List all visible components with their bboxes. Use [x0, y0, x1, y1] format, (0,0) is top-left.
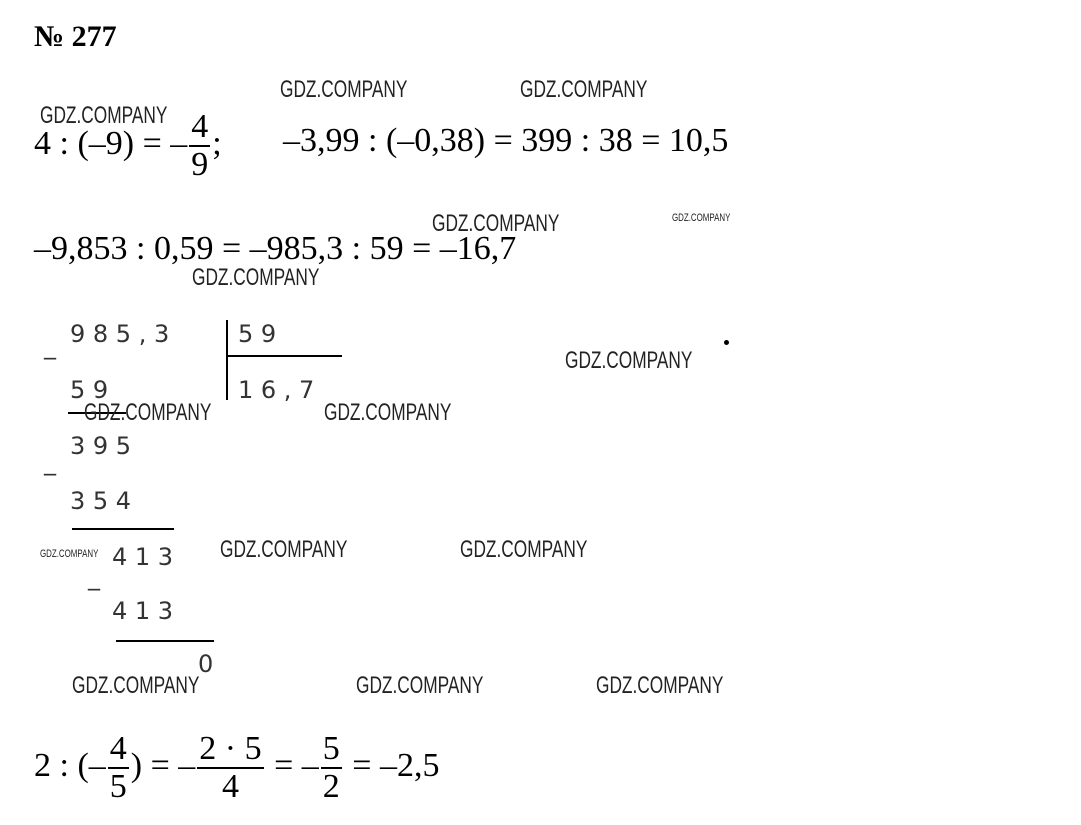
watermark: GDZ.COMPANY	[84, 399, 212, 426]
watermark: GDZ.COMPANY	[324, 399, 452, 426]
fraction-denominator: 4	[221, 768, 239, 805]
fraction-numerator: 5	[322, 730, 340, 767]
watermark: GDZ.COMPANY	[565, 347, 693, 374]
division-remainder: 0	[198, 650, 214, 678]
watermark: GDZ.COMPANY	[596, 672, 724, 699]
equation-line-1b: –3,99 : (–0,38) = 399 : 38 = 10,5	[283, 122, 729, 159]
step-5-underline	[116, 640, 214, 642]
fraction-numerator: 4	[191, 108, 209, 145]
division-step-3: 3 5 4	[70, 487, 132, 515]
watermark: GDZ.COMPANY	[672, 212, 731, 224]
fraction-denominator: 9	[191, 146, 209, 183]
division-step-4: 4 1 3	[112, 543, 174, 571]
step-3-underline	[72, 528, 174, 530]
minus-sign-2: _	[44, 448, 56, 476]
fraction-denominator: 2	[322, 768, 340, 805]
watermark: GDZ.COMPANY	[432, 210, 560, 237]
fraction-2x5-4	[197, 732, 263, 804]
division-quotient: 1 6 , 7	[238, 376, 315, 404]
equation-1-separator: ;	[212, 124, 222, 162]
fraction-denominator: 5	[109, 768, 127, 805]
watermark: GDZ.COMPANY	[40, 102, 168, 129]
watermark: GDZ.COMPANY	[460, 536, 588, 563]
equation-3-mid-2: = –	[265, 746, 319, 784]
equation-3-result: = –2,5	[343, 746, 440, 784]
watermark: GDZ.COMPANY	[356, 672, 484, 699]
watermark: GDZ.COMPANY	[40, 548, 99, 560]
watermark: GDZ.COMPANY	[520, 76, 648, 103]
watermark: GDZ.COMPANY	[220, 536, 348, 563]
fraction-numerator: 4	[109, 730, 127, 767]
problem-number: № 277	[34, 20, 117, 53]
divisor-underline	[226, 355, 342, 357]
equation-3-lhs: 2 : (–	[34, 746, 106, 784]
equation-line-3	[34, 732, 439, 804]
division-step-5: 4 1 3	[112, 597, 174, 625]
stray-dot	[724, 340, 729, 345]
division-step-2: 3 9 5	[70, 432, 132, 460]
division-vertical-line	[226, 320, 228, 400]
division-step-1: 5 9	[70, 376, 109, 404]
watermark: GDZ.COMPANY	[72, 672, 200, 699]
watermark: GDZ.COMPANY	[280, 76, 408, 103]
equation-line-2: –9,853 : 0,59 = –985,3 : 59 = –16,7	[34, 230, 517, 267]
minus-sign-1: _	[44, 332, 56, 360]
fraction-4-9	[189, 110, 210, 182]
fraction-4-5	[108, 732, 129, 804]
watermark: GDZ.COMPANY	[192, 264, 320, 291]
minus-sign-3: _	[88, 563, 100, 591]
fraction-numerator: 2 · 5	[199, 730, 262, 767]
equation-3-mid-1: ) = –	[130, 746, 196, 784]
division-divisor: 5 9	[238, 320, 277, 348]
fraction-5-2	[321, 732, 342, 804]
equation-1-lhs: 4 : (–9) = –	[34, 124, 188, 162]
division-dividend: 9 8 5 , 3	[70, 320, 170, 348]
